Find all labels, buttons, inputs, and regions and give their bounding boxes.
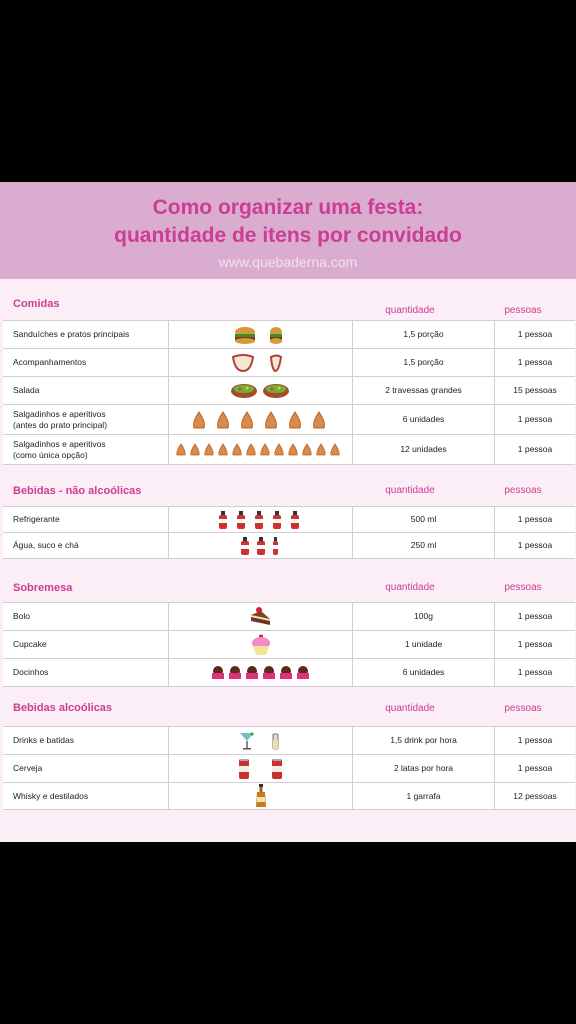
coxinha-small-icon xyxy=(169,435,353,464)
item-name: Água, suco e chá xyxy=(3,533,169,558)
item-name: Whisky e destilados xyxy=(3,783,169,809)
item-people: 1 pessoa xyxy=(517,611,553,622)
item-people: 1 pessoa xyxy=(517,763,553,774)
item-name xyxy=(3,405,169,434)
table-row xyxy=(3,602,575,631)
item-quantity: 6 unidades xyxy=(353,405,495,434)
cupcake-icon xyxy=(169,631,353,658)
sandwich-icon xyxy=(169,321,353,348)
whisky-bottle-icon xyxy=(169,783,353,809)
item-quantity: 1,5 porção xyxy=(353,321,495,348)
table-row xyxy=(3,726,575,755)
item-name: Salada xyxy=(3,377,169,404)
table-row xyxy=(3,658,575,687)
item-quantity: 12 unidades xyxy=(353,435,495,464)
item-quantity: 1 unidade xyxy=(353,631,495,658)
table-row xyxy=(3,754,575,783)
beer-can-icon xyxy=(169,755,353,782)
table-row xyxy=(3,782,575,810)
item-name: Bolo xyxy=(3,603,169,630)
cake-slice-icon xyxy=(169,603,353,630)
item-quantity: 1,5 porção xyxy=(353,349,495,376)
cocktail-icon xyxy=(169,727,353,754)
col-header-people: pessoas xyxy=(504,582,542,593)
item-name-note: (antes do prato principal) xyxy=(13,419,108,430)
table-row xyxy=(3,376,575,405)
item-quantity: 100g xyxy=(353,603,495,630)
item-quantity: 500 ml xyxy=(353,507,495,532)
item-quantity: 250 ml xyxy=(353,533,495,558)
section-title-comidas: Comidas xyxy=(13,298,60,310)
coxinha-icon xyxy=(169,405,353,434)
table-row xyxy=(3,434,575,465)
item-people: 1 pessoa xyxy=(517,639,553,650)
col-header-people: pessoas xyxy=(504,703,542,714)
table-row xyxy=(3,320,575,349)
item-name xyxy=(3,435,169,464)
item-name: Drinks e batidas xyxy=(3,727,169,754)
table-row xyxy=(3,532,575,559)
side-dish-icon xyxy=(169,349,353,376)
item-name: Acompanhamentos xyxy=(3,349,169,376)
col-header-quantity: quantidade xyxy=(385,582,435,593)
section-title-bebidas-nao-alcoolicas: Bebidas - não alcoólicas xyxy=(13,485,142,497)
col-header-people: pessoas xyxy=(504,485,542,496)
item-quantity: 1 garrafa xyxy=(353,783,495,809)
col-header-people: pessoas xyxy=(504,305,542,316)
salad-bowl-icon xyxy=(169,377,353,404)
item-people: 1 pessoa xyxy=(517,735,553,746)
soda-bottle-icon xyxy=(169,533,353,558)
item-quantity: 2 travessas grandes xyxy=(353,377,495,404)
table-row xyxy=(3,630,575,659)
item-people: 1 pessoa xyxy=(517,444,553,455)
item-name: Cerveja xyxy=(3,755,169,782)
soda-bottle-icon xyxy=(169,507,353,532)
item-quantity: 6 unidades xyxy=(353,659,495,686)
item-people: 1 pessoa xyxy=(517,329,553,340)
item-people: 12 pessoas xyxy=(513,790,557,801)
col-header-quantity: quantidade xyxy=(385,703,435,714)
item-name: Sanduíches e pratos principais xyxy=(3,321,169,348)
item-people: 1 pessoa xyxy=(517,514,553,525)
infographic-header xyxy=(0,182,576,279)
col-header-quantity: quantidade xyxy=(385,485,435,496)
table-row xyxy=(3,404,575,435)
item-people: 1 pessoa xyxy=(517,414,553,425)
item-name: Docinhos xyxy=(3,659,169,686)
col-header-quantity: quantidade xyxy=(385,305,435,316)
source-url: www.quebaderna.com xyxy=(218,254,358,270)
brigadeiro-icon xyxy=(169,659,353,686)
table-row xyxy=(3,348,575,377)
item-name: Refrigerante xyxy=(3,507,169,532)
item-name-line: Salgadinhos e aperitivos xyxy=(13,408,106,419)
title-line-1: Como organizar uma festa: xyxy=(152,196,424,219)
infographic-sheet xyxy=(0,182,576,842)
item-name: Cupcake xyxy=(3,631,169,658)
item-people: 1 pessoa xyxy=(517,357,553,368)
section-title-sobremesa: Sobremesa xyxy=(13,582,73,594)
item-quantity: 2 latas por hora xyxy=(353,755,495,782)
table-row xyxy=(3,506,575,533)
item-people: 15 pessoas xyxy=(513,385,557,396)
item-people: 1 pessoa xyxy=(517,540,553,551)
item-people: 1 pessoa xyxy=(517,667,553,678)
item-name-note: (como única opção) xyxy=(13,449,88,460)
item-name-line: Salgadinhos e aperitivos xyxy=(13,438,106,449)
title-line-2: quantidade de itens por convidado xyxy=(114,224,462,247)
section-title-bebidas-alcoolicas: Bebidas alcoólicas xyxy=(13,702,113,714)
item-quantity: 1,5 drink por hora xyxy=(353,727,495,754)
